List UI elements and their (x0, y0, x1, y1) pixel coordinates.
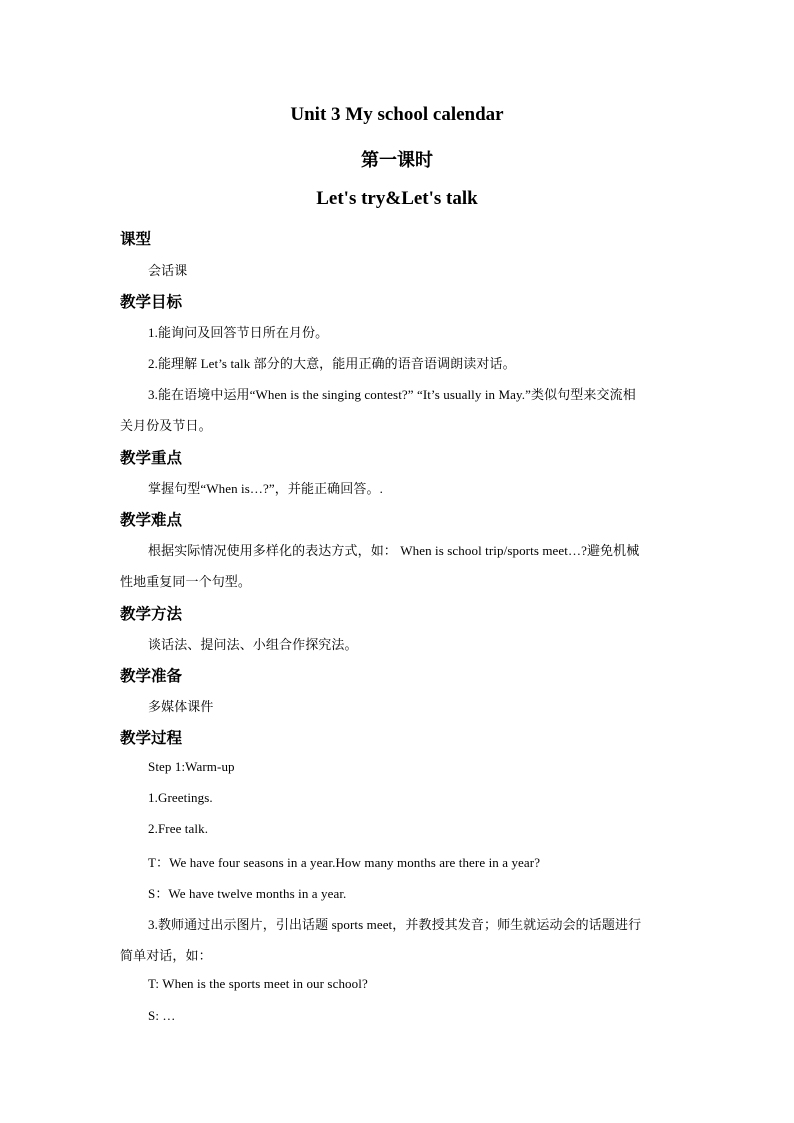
process-line: T：We have four seasons in a year.How many months are there in a year? (148, 855, 541, 870)
lesson-title: 第一课时 (361, 150, 433, 171)
unit-title: Unit 3 My school calendar (290, 104, 504, 125)
preparation-text: 多媒体课件 (148, 699, 214, 714)
objective-line: 2.能理解 Let’s talk 部分的大意，能用正确的语音语调朗读对话。 (148, 356, 516, 371)
heading-methods: 教学方法 (120, 605, 183, 623)
objective-line: 1.能询问及回答节日所在月份。 (148, 325, 329, 340)
process-line: 简单对话，如： (120, 948, 212, 963)
lesson-type-text: 会话课 (148, 263, 188, 278)
heading-key-points: 教学重点 (120, 449, 183, 467)
heading-objectives: 教学目标 (120, 293, 183, 311)
objective-line: 关月份及节日。 (120, 418, 212, 433)
key-points-text: 掌握句型“When is…?”，并能正确回答。. (148, 481, 383, 496)
part-title: Let's try&Let's talk (316, 188, 478, 209)
difficulties-line: 性地重复同一个句型。 (120, 574, 252, 589)
difficulties-line: 根据实际情况使用多样化的表达方式，如： When is school trip/sports meet…?避免机械 (148, 543, 640, 558)
methods-text: 谈话法、提问法、小组合作探究法。 (148, 637, 358, 652)
process-line: 2.Free talk. (148, 821, 209, 836)
heading-difficulties: 教学难点 (120, 511, 183, 529)
heading-lesson-type: 课型 (120, 230, 152, 248)
process-line: S: … (148, 1008, 176, 1023)
heading-process: 教学过程 (120, 729, 183, 747)
process-line: T: When is the sports meet in our school? (148, 976, 368, 991)
process-line: Step 1:Warm-up (148, 759, 235, 774)
heading-preparation: 教学准备 (120, 667, 183, 685)
process-line: 3.教师通过出示图片，引出话题 sports meet，并教授其发音；师生就运动会的话题进行 (148, 917, 642, 932)
process-line: S：We have twelve months in a year. (148, 886, 347, 901)
process-line: 1.Greetings. (148, 790, 213, 805)
objective-line: 3.能在语境中运用“When is the singing contest?” “It’s usually in May.”类似句型来交流相 (148, 387, 636, 402)
